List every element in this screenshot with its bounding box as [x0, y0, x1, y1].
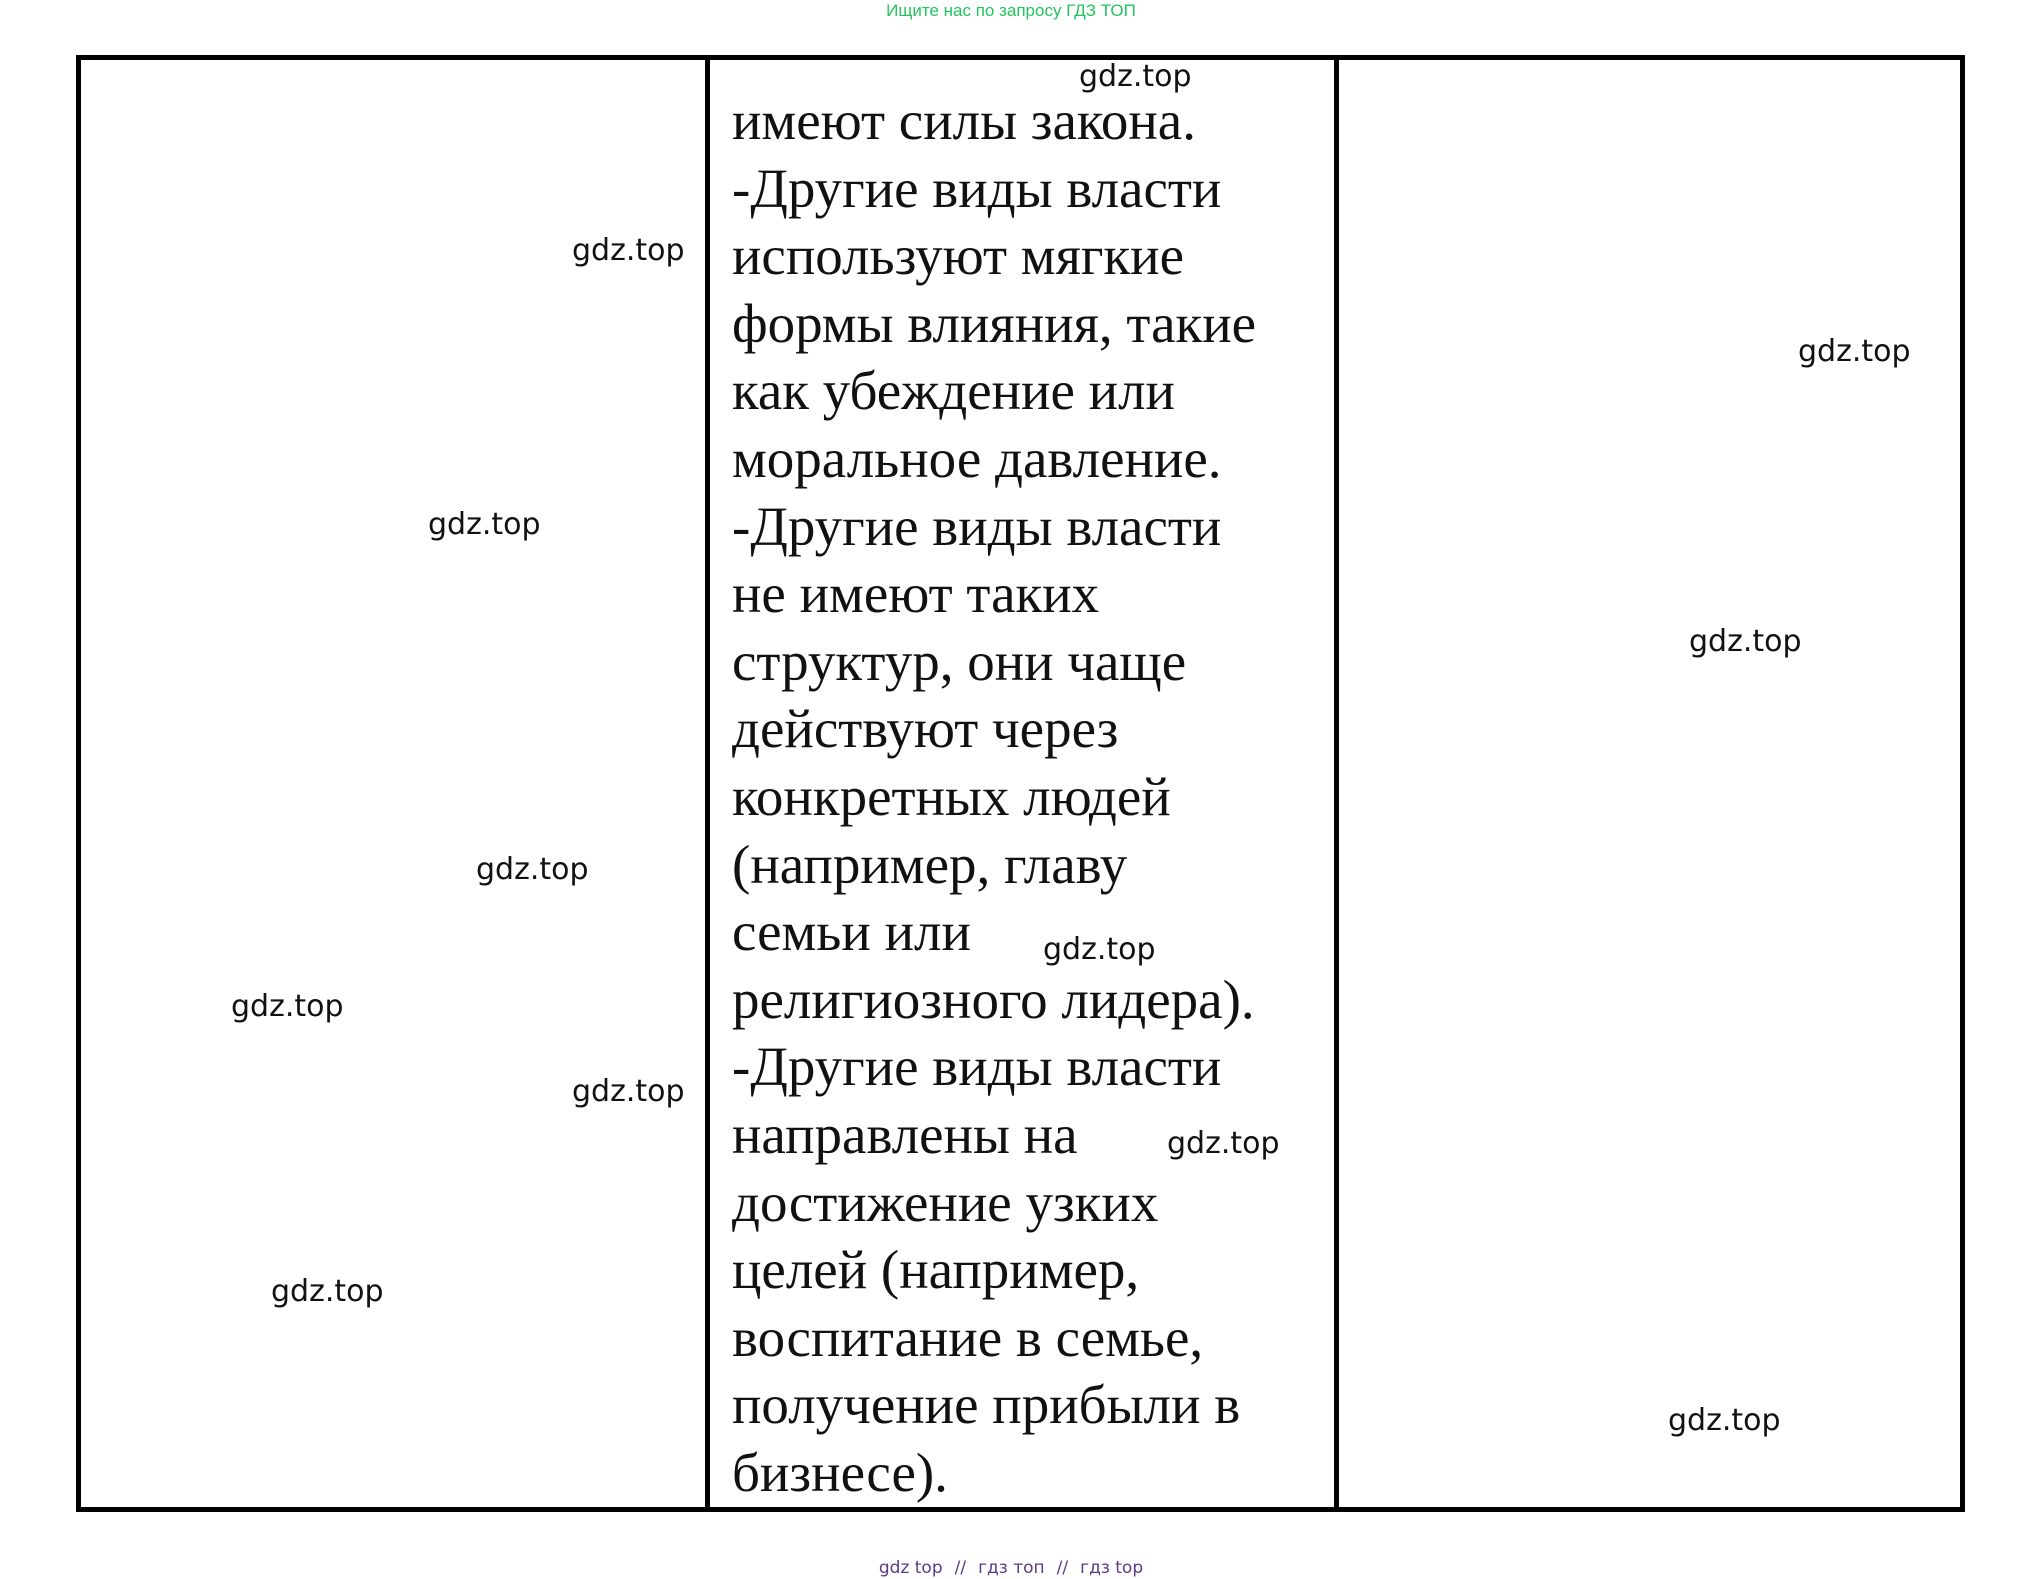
footer-link-gdz-top-mixed[interactable]: гдз top — [1080, 1558, 1144, 1578]
watermark: gdz.top — [1043, 932, 1156, 967]
text-line: не имеют таких — [732, 563, 1100, 625]
watermark: gdz.top — [1798, 334, 1911, 369]
table-cell-right — [1339, 60, 1960, 1507]
watermark: gdz.top — [572, 233, 685, 268]
watermark: gdz.top — [1079, 59, 1192, 94]
watermark: gdz.top — [572, 1074, 685, 1109]
watermark: gdz.top — [476, 852, 589, 887]
table-cell-left — [81, 60, 710, 1507]
text-line: достижение узких — [732, 1171, 1159, 1233]
watermark: gdz.top — [428, 507, 541, 542]
middle-cell-text — [732, 87, 1326, 1506]
footer-separator: // — [954, 1558, 967, 1578]
footer-separator: // — [1056, 1558, 1069, 1578]
text-line: (например, главу — [732, 833, 1128, 895]
table-cell-middle — [710, 60, 1339, 1507]
text-line: воспитание в семье, — [732, 1306, 1204, 1368]
text-line: действуют через — [732, 698, 1119, 760]
text-line: конкретных людей — [732, 765, 1171, 827]
footer-links — [0, 1557, 2022, 1579]
watermark: gdz.top — [1167, 1126, 1280, 1161]
top-banner: Ищите нас по запросу ГДЗ ТОП — [886, 1, 1136, 20]
text-line: целей (например, — [732, 1239, 1140, 1301]
text-line: -Другие виды власти — [732, 1036, 1222, 1098]
footer-link-gdz-top[interactable]: gdz top — [878, 1558, 943, 1578]
watermark: gdz.top — [231, 989, 344, 1024]
watermark: gdz.top — [1668, 1403, 1781, 1438]
text-line: семьи или — [732, 901, 971, 963]
footer-link-gdz-top-ru[interactable]: гдз топ — [978, 1558, 1045, 1578]
text-line: имеют силы закона. — [732, 90, 1196, 151]
watermark: gdz.top — [1689, 624, 1802, 659]
text-line: направлены на — [732, 1103, 1078, 1165]
text-line: используют мягкие — [732, 225, 1185, 287]
text-line: формы влияния, такие — [732, 292, 1257, 354]
watermark: gdz.top — [271, 1274, 384, 1309]
text-line: бизнесе). — [732, 1441, 948, 1503]
text-line: -Другие виды власти — [732, 157, 1222, 219]
text-line: религиозного лидера). — [732, 968, 1255, 1030]
text-line: -Другие виды власти — [732, 495, 1222, 557]
text-line: получение прибыли в — [732, 1374, 1241, 1436]
text-line: моральное давление. — [732, 427, 1222, 489]
text-line: структур, они чаще — [732, 630, 1187, 692]
text-line: как убеждение или — [732, 360, 1175, 422]
